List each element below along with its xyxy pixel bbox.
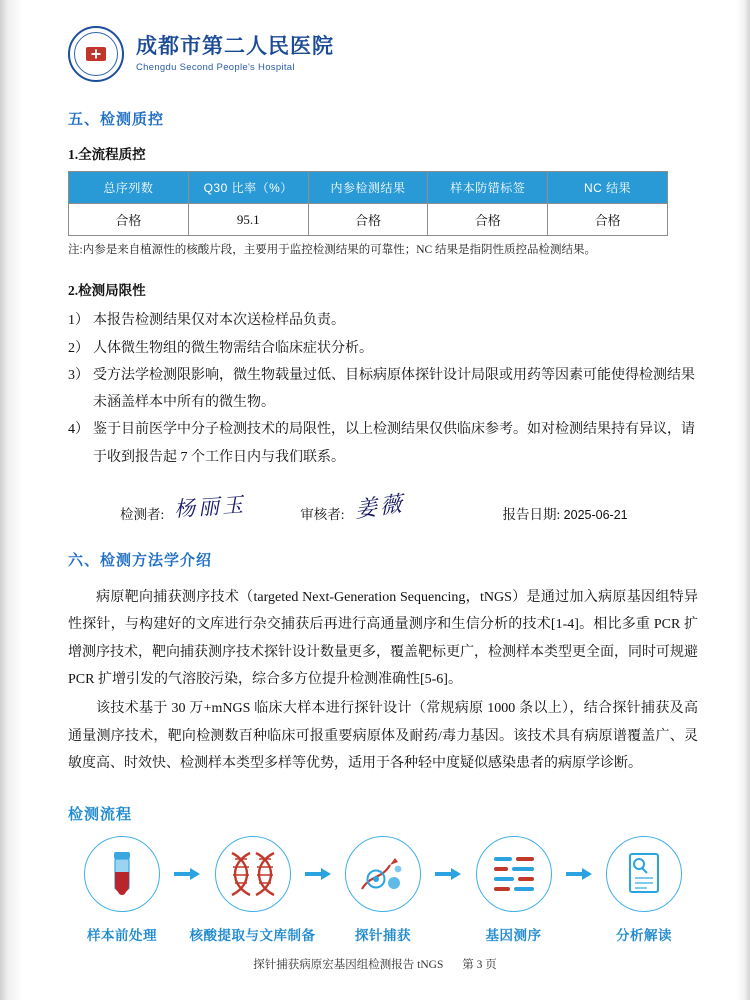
list-item-index: 1） bbox=[68, 313, 89, 329]
arrow-icon bbox=[566, 868, 592, 880]
methodology-paragraph-2: 该技术基于 30 万+mNGS 临床大样本进行探针设计（常规病原 1000 条以上），结合探针捕获及高通量测序技术，靶向检测数百种临床可报重要病原体及耐药/毒力基因。该技术具有病原谱覆盖广、灵敏度高、时效快、检测样本类型多样等优势，适用于各种轻中度疑似感染患者的病原学诊断。 bbox=[68, 701, 698, 771]
page-footer bbox=[0, 956, 750, 972]
list-item-text: 鉴于目前医学中分子检测技术的局限性，以上检测结果仅供临床参考。如对检测结果持有异议，请于收到报告起 7 个工作日内与我们联系。 bbox=[93, 422, 695, 465]
report-document-icon bbox=[606, 836, 682, 912]
subsection-title-whole-process: 1.全流程质控 bbox=[68, 147, 146, 162]
arrow-icon bbox=[174, 868, 200, 880]
table-cell: 合格 bbox=[548, 204, 668, 236]
table-header-cell: 内参检测结果 bbox=[308, 172, 428, 204]
hospital-name-block bbox=[136, 35, 334, 72]
hospital-name-cn: 成都市第二人民医院 bbox=[136, 34, 334, 59]
signature-row bbox=[120, 490, 706, 523]
table-header-cell: NC 结果 bbox=[548, 172, 668, 204]
footer-page-number: 第 3 页 bbox=[462, 959, 497, 971]
flow-step-label: 样本前处理 bbox=[87, 928, 157, 944]
list-item-text: 受方法学检测限影响，微生物载量过低、目标病原体探针设计局限或用药等因素可能使得检测结果未涵盖样本中所有的微生物。 bbox=[93, 367, 695, 411]
methodology-paragraph-1: 病原靶向捕获测序技术（targeted Next-Generation Sequencing，tNGS）是通过加入病原基因组特异性探针，与构建好的文库进行杂交捕获后再进行高通量测序和生信分析的技术[1-4]。相比多重 PCR 扩增测序技术，靶向捕获测序技术探针设计数量更多，覆盖靶标更广，检测样本类型更全面，同时可规避 PCR 扩增引发的气溶胶污染，综合多方位提升检测准确性[5-6]。 bbox=[68, 590, 698, 687]
dna-helix-icon bbox=[215, 836, 291, 912]
arrow-icon bbox=[435, 868, 461, 880]
probe-capture-icon bbox=[345, 836, 421, 912]
footer-text: 探针捕获病原宏基因组检测报告 tNGS bbox=[253, 959, 444, 971]
list-item bbox=[68, 416, 706, 471]
arrow-icon bbox=[305, 868, 331, 880]
flow-step-label: 基因测序 bbox=[485, 928, 542, 944]
list-item bbox=[68, 362, 706, 417]
hospital-name-en: Chengdu Second People's Hospital bbox=[136, 61, 295, 73]
tester-label: 检测者: bbox=[120, 507, 165, 523]
letterhead bbox=[54, 26, 706, 82]
detection-flow bbox=[70, 836, 696, 944]
table-cell: 合格 bbox=[69, 204, 189, 236]
reviewer-signature-text: 姜薇 bbox=[354, 490, 405, 523]
hospital-logo-icon bbox=[68, 26, 124, 82]
quality-control-table bbox=[68, 171, 668, 236]
table-cell: 合格 bbox=[428, 204, 548, 236]
table-header-row bbox=[69, 172, 668, 204]
section-title-methodology: 六、检测方法学介绍 bbox=[68, 552, 213, 570]
flow-step-extraction bbox=[189, 836, 316, 944]
subsection-title-limitations: 2.检测局限性 bbox=[68, 283, 146, 299]
reviewer-label: 审核者: bbox=[300, 507, 345, 523]
list-item-index: 2） bbox=[68, 340, 89, 356]
tester-signature bbox=[174, 493, 282, 523]
sequencing-bars-icon bbox=[476, 836, 552, 912]
table-row bbox=[69, 204, 668, 236]
table-header-cell: Q30 比率（%） bbox=[188, 172, 308, 204]
flow-step-label: 核酸提取与文库制备 bbox=[189, 928, 316, 944]
table-cell: 95.1 bbox=[188, 204, 308, 236]
table-header-cell: 样本防错标签 bbox=[428, 172, 548, 204]
blood-tube-icon bbox=[84, 836, 160, 912]
reviewer-signature bbox=[354, 490, 463, 523]
flow-step-probe-capture bbox=[331, 836, 435, 944]
table-footnote: 注:内参是来自植源性的核酸片段，主要用于监控检测结果的可靠性；NC 结果是指阴性质控品检测结果。 bbox=[68, 244, 597, 256]
list-item-text: 人体微生物组的微生物需结合临床症状分析。 bbox=[93, 340, 373, 356]
tester-signature-text: 杨丽玉 bbox=[173, 492, 248, 522]
flow-step-analysis bbox=[592, 836, 696, 944]
report-date bbox=[503, 503, 628, 523]
table-header-cell: 总序列数 bbox=[69, 172, 189, 204]
flow-step-sample-pretreatment bbox=[70, 836, 174, 944]
flow-step-sequencing bbox=[462, 836, 566, 944]
flow-step-label: 分析解读 bbox=[616, 928, 672, 944]
report-date-label: 报告日期: bbox=[502, 507, 561, 523]
list-item bbox=[68, 307, 706, 334]
limitations-list bbox=[68, 307, 706, 471]
report-date-value: 2025-06-21 bbox=[563, 508, 628, 523]
table-cell: 合格 bbox=[308, 204, 428, 236]
flow-step-label: 探针捕获 bbox=[355, 928, 411, 944]
list-item-text: 本报告检测结果仅对本次送检样品负责。 bbox=[93, 313, 345, 329]
section-title-quality-control: 五、检测质控 bbox=[68, 111, 165, 128]
flow-title: 检测流程 bbox=[68, 806, 133, 824]
list-item bbox=[68, 335, 706, 362]
list-item-index: 4） bbox=[68, 422, 89, 438]
list-item-index: 3） bbox=[68, 367, 89, 383]
